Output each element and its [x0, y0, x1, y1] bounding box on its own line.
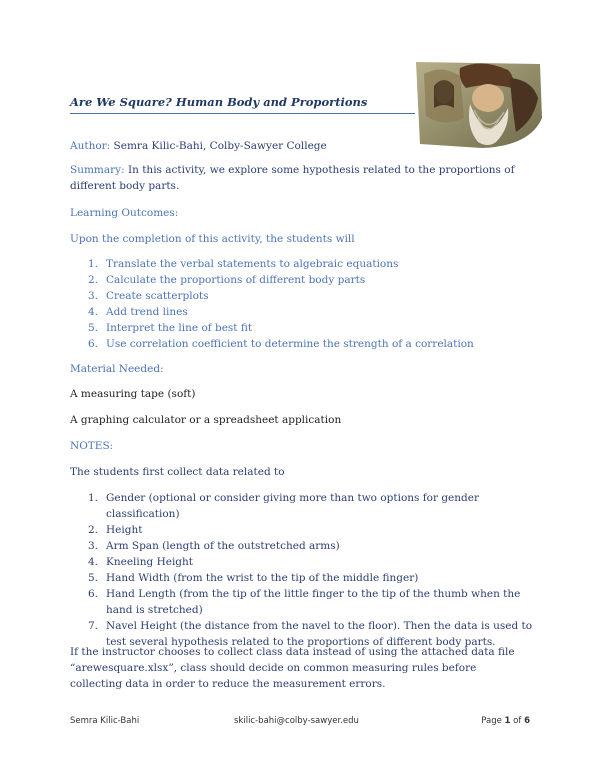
- author-label: Author:: [70, 140, 111, 152]
- list-item: 3. Create scatterplots: [88, 290, 209, 302]
- list-item: 2. Height: [88, 524, 143, 536]
- footer-email: skilic-bahi@colby-sawyer.edu: [234, 716, 359, 726]
- learning-outcomes-list: [88, 256, 538, 352]
- list-item: 4. Kneeling Height: [88, 556, 194, 568]
- material-item-calculator: A graphing calculator or a spreadsheet application: [70, 414, 342, 426]
- footer-author: Semra Kilic-Bahi: [70, 716, 140, 726]
- list-item: 6. Hand Length (from the tip of the little finger to the tip of the thumb when the hand is stretched): [88, 588, 521, 616]
- summary-value: In this activity, we explore some hypothesis related to the proportions of different body parts.: [70, 164, 515, 192]
- closing-paragraph: If the instructor chooses to collect class data instead of using the attached data file “arewesquare.xlsx”, class should decide on common measuring rules before collecting data in order to reduce the measurement errors.: [70, 646, 515, 690]
- list-item: 5. Hand Width (from the wrist to the tip of the middle finger): [88, 572, 419, 584]
- list-item: 1. Translate the verbal statements to algebraic equations: [88, 258, 399, 270]
- learning-outcomes-intro: Upon the completion of this activity, the students will: [70, 233, 355, 245]
- list-item: 1. Gender (optional or consider giving more than two options for gender classification): [88, 492, 479, 520]
- list-item: 7. Navel Height (the distance from the navel to the floor). Then the data is used to test several hypothesis related to the proportions of different body parts.: [88, 620, 533, 648]
- leonardo-portrait-image: [412, 58, 544, 150]
- footer-page-number: Page 1 of 6: [481, 716, 530, 726]
- notes-list: [88, 490, 538, 650]
- list-item: 6. Use correlation coefficient to determine the strength of a correlation: [88, 338, 474, 350]
- material-item-tape: A measuring tape (soft): [70, 388, 196, 400]
- material-needed-heading: Material Needed:: [70, 363, 164, 375]
- summary-paragraph: [70, 162, 530, 194]
- document-title: Are We Square? Human Body and Proportions: [70, 95, 415, 114]
- list-item: 4. Add trend lines: [88, 306, 188, 318]
- author-line: [70, 138, 530, 154]
- notes-heading: NOTES:: [70, 440, 114, 452]
- summary-label: Summary:: [70, 164, 125, 176]
- list-item: 2. Calculate the proportions of different body parts: [88, 274, 366, 286]
- list-item: 3. Arm Span (length of the outstretched arms): [88, 540, 340, 552]
- notes-intro: The students first collect data related to: [70, 466, 285, 478]
- author-value: Semra Kilic-Bahi, Colby-Sawyer College: [110, 140, 327, 152]
- learning-outcomes-heading: Learning Outcomes:: [70, 207, 179, 219]
- list-item: 5. Interpret the line of best fit: [88, 322, 253, 334]
